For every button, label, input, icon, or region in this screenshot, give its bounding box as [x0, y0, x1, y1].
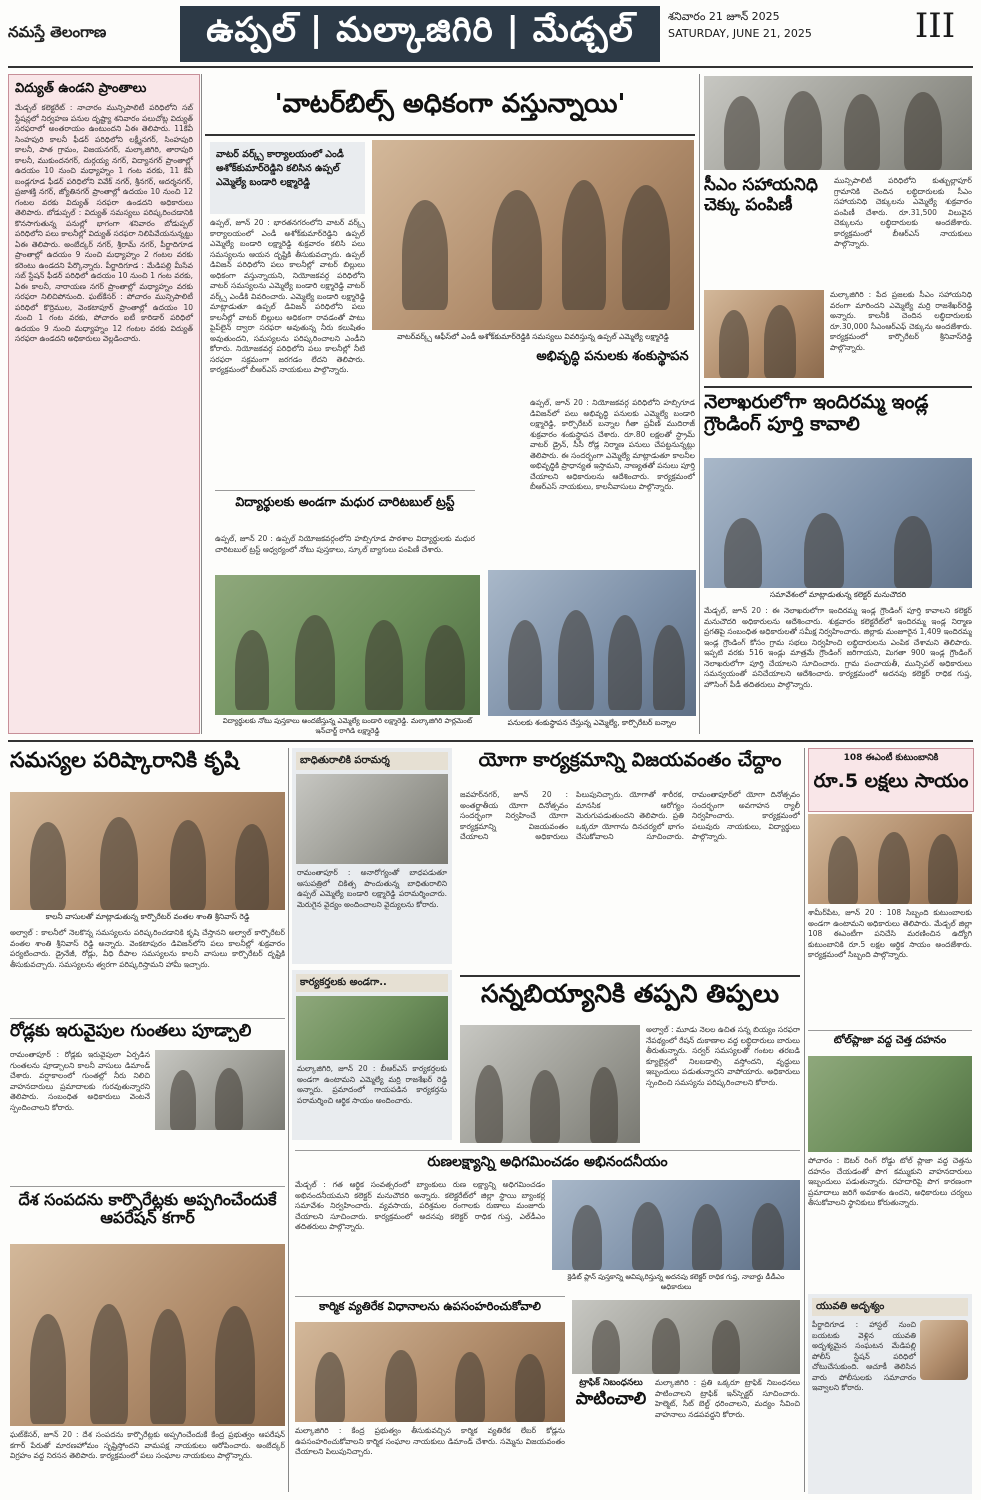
page-number: III	[914, 6, 956, 46]
traffic-body: మల్కాజిగిరి : ప్రతి ఒక్కరూ ట్రాఫిక్ నిబంధనలు పాటించాలని ట్రాఫిక్ ఇన్‌స్పెక్టర్ సూచించారు. హెల్మెట్, సీట్ బెల్ట్ ధరించాలని, మద్యం సేవించి వాహనాలు నడపవద్దని కోరారు.	[655, 1378, 800, 1419]
ugadi-headline: రుణలక్ష్యాన్ని అధిగమించడం అభినందనీయం	[295, 1150, 800, 1178]
toll-headline: టోల్‌ప్లాజా వద్ద చెత్త దహనం	[808, 1030, 972, 1056]
victims-box	[292, 748, 452, 964]
indiramma-body: మేడ్చల్, జూన్ 20 : ఈ నెలాఖరులోగా ఇందిరమ్మ ఇండ్ల గ్రౌండింగ్ పూర్తి కావాలని కలెక్టర్ మనుచౌదరి అధికారులను ఆదేశించారు. శుక్రవారం కలెక్టరేట్‌లో ఇందిరమ్మ ఇండ్ల నిర్మాణ ప్రగతిపై సంబంధిత అధికారులతో సమీక్ష నిర్వహించారు. జిల్లాకు మంజూరైన 1,409 ఇందిరమ్మ ఇండ్ల గ్రౌండింగ్ కోసం గ్రామ సభలు నిర్వహించి లబ్ధిదారులను ఎంపిక చేశామని తెలిపారు. ఇప్పటి వరకు 516 ఇండ్లు మాత్రమే గ్రౌండింగ్ జరిగాయని, మిగతా 900 ఇండ్ల గ్రౌండింగ్ నెలాఖరులోగా పూర్తి చేయాలని సూచించారు. గ్రామ పంచాయతీ, మున్సిపల్ అధికారులు సమన్వయంతో పనిచేయాలని ఆదేశించారు. కార్యక్రమంలో అదనపు కలెక్టర్ రాధిక గుప్త, హౌసింగ్ పీడీ తదితరులు పాల్గొన్నారు.	[704, 606, 972, 689]
cmrf-photo-1	[704, 76, 972, 170]
trust-photo	[215, 575, 480, 715]
fold-rule	[8, 740, 973, 742]
problems-headline: సమస్యల పరిష్కారానికి కృషి	[10, 748, 239, 772]
kagar-headline: దేశ సంపదను కార్పొరేట్లకు అప్పగించేందుకే ఆపరేషన్ కగార్	[10, 1186, 285, 1243]
water-body: ఉప్పల్, జూన్ 20 : భారతనగరంలోని వాటర్ వర్క్స్ కార్యాలయంలో ఎండీ అశోక్‌కుమార్‌రెడ్డిని ఉప్పల్ ఎమ్మెల్యే బండారి లక్ష్మారెడ్డి శుక్రవారం కలిసి పలు సమస్యలను ఆయన దృష్టికి తీసుకువచ్చారు. ఉప్పల్ డివిజన్ పరిధిలోని పలు కాలనీల్లో వాటర్ బిల్లులు అధికంగా వస్తున్నాయని, నియోజకవర్గ పరిధిలోని వాటర్ సమస్యలను ఎమ్మెల్యే బండారి లక్ష్మారెడ్డి వాటర్ వర్క్స్ ఎండీకి వివరించారు. ఎమ్మెల్యే బండారి లక్ష్మారెడ్డి మాట్లాడుతూ ఉప్పల్ డివిజన్ పరిధిలోని పలు కాలనీల్లో వాటర్ బిల్లులు అధికంగా రావడంతో పాటు పైప్‌లైన్ ద్వారా సరఫరా అవుతున్న నీరు కలుషితం అవుతుందని, సమస్యలను పరిష్కరించాలని ఎండీని కోరారు. నియోజకవర్గ పరిధిలోని పలు కాలనీల్లో నీటి సరఫరా సక్రమంగా జరగడం లేదని తెలిపారు. కార్యక్రమంలో బీఆర్‌ఎస్ నాయకులు పాల్గొన్నారు.	[210, 218, 365, 374]
cmrf-body-2: మల్కాజిగిరి : పేద ప్రజలకు సీఎం సహాయనిధి వరంగా మారిందని ఎమ్మెల్యే మర్రి రాజశేఖర్‌రెడ్డి అన్నారు. కాలనీకి చెందిన లబ్ధిదారులకు రూ.30,000 సీఎంఆర్‌ఎఫ్ చెక్కును అందజేశారు. కార్యక్రమంలో కార్పొరేటర్ శ్రీనివాస్‌రెడ్డి పాల్గొన్నారు.	[830, 290, 972, 352]
trust-body: ఉప్పల్, జూన్ 20 : ఉప్పల్ నియోజకవర్గంలోని హబ్సిగూడ పాఠశాల విద్యార్థులకు మధుర చారిటబుల్ ట్రస్ట్ ఆధ్వర్యంలో నోటు పుస్తకాలు, స్కూల్ బ్యాగులు పంపిణీ చేశారు.	[215, 534, 475, 554]
traffic-title	[572, 1378, 650, 1438]
problems-body: అల్వాల్ : కాలనీలో నెలకొన్న సమస్యలను పరిష్కరించడానికి కృషి చేస్తానని అల్వాల్ కార్పొరేటర్ వంతల శాంతి శ్రీనివాస్ రెడ్డి అన్నారు. వెంకటాపురం డివిజన్‌లోని పలు కాలనీల్లో శుక్రవారం పర్యటించారు. డ్రైనేజీ, రోడ్లు, వీధి దీపాల సమస్యలను కాలనీ వాసులు కార్పొరేటర్ దృష్టికి తీసుకువచ్చారు. సమస్యలను త్వరగా పరిష్కరిస్తామని హామీ ఇచ్చారు.	[10, 928, 285, 969]
water-subhead: వాటర్ వర్క్స్ కార్యాలయంలో ఎండీ అశోక్‌కుమార్‌రెడ్డిని కలిసిన ఉప్పల్ ఎమ్మెల్యే బండారి లక్ష్మారెడ్డి	[210, 142, 365, 214]
water-photo	[372, 140, 694, 330]
trust-photo-caption: విద్యార్థులకు నోటు పుస్తకాలు అందజేస్తున్న ఎమ్మెల్యే బండారి లక్ష్మారెడ్డి. మల్కాజిగిరి పార్లమెంట్ ఇన్‌చార్జ్ రాగిడి లక్ష్మారెడ్డి	[222, 717, 473, 735]
missing-box	[808, 1294, 972, 1494]
column-divider	[699, 74, 700, 734]
problems-photo	[10, 792, 285, 910]
foundation-photo	[488, 570, 696, 716]
yoga-headline: యోగా కార్యక్రమాన్ని విజయవంతం చేద్దాం	[478, 749, 782, 771]
traffic-photo	[572, 1300, 800, 1374]
workers-photo	[296, 996, 448, 1060]
workers-body: మల్కాజిగిరి, జూన్ 20 : బీఆర్‌ఎస్ కార్యకర్తలకు అండగా ఉంటామని ఎమ్మెల్యే మర్రి రాజశేఖర్ రెడ్డి అన్నారు. ప్రమాదంలో గాయపడిన కార్యకర్తను పరామర్శించి ఆర్థిక సాయం అందించారు.	[297, 1064, 447, 1105]
labour-headline: కార్మిక వ్యతిరేక విధానాలను ఉపసంహరించుకోవాలి	[295, 1296, 565, 1322]
potholes-headline: రోడ్లకు ఇరువైపుల గుంతలు పూడ్చాలి	[10, 1018, 285, 1052]
family-title-box	[808, 748, 974, 812]
potholes-photo	[155, 1050, 285, 1130]
labour-photo	[295, 1322, 565, 1422]
rice-headline: సన్నబియ్యానికి తప్పని తిప్పలు	[460, 975, 800, 1024]
water-headline: 'వాటర్‌బిల్స్ అధికంగా వస్తున్నాయి'	[205, 76, 695, 136]
power-outage-body: మేడ్చల్ కలెక్టరేట్ : నాచారం మున్సిపాలిటీ పరిధిలోని సబ్ స్టేషన్లలో నిర్వహణ పనుల దృష్ట్యా శనివారం పలుచోట్ల విద్యుత్ సరఫరాలో అంతరాయం ఉంటుందని ఏఈ తెలిపారు. 11కేవీ సింహపురి కాలనీ ఫీడర్ పరిధిలోని లక్ష్మీనగర్, సింహపురి కాలనీ, పాత గ్రామం, విజయనగర్, మల్కాజిగిరి, తారాపురి కాలనీ, ముకుందనగర్, దుర్గయ్య నగర్, విద్యానగర్ ప్రాంతాల్లో ఉదయం 10 నుంచి మధ్యాహ్నం 1 గంట వరకు, 11 కేవీ బండ్లగూడ ఫీడర్ పరిధిలోని వివేక్ నగర్, శ్రీనగర్, ఆదర్శనగర్, ప్రజాశక్తి నగర్, జ్యోతినగర్ ప్రాంతాల్లో ఉదయం 10 నుంచి 12 గంటల వరకు విద్యుత్ సరఫరా ఉండదని అధికారులు తెలిపారు. బోడుప్పల్ : విద్యుత్ సమస్యలు పరిష్కరించడానికి కొనసాగుతున్న పనుల్లో భాగంగా శనివారం బోడుప్పల్ పరిధిలోని పలు కాలనీల్లో విద్యుత్ సరఫరా నిలిపివేయనున్నట్టు ఏఈ తెలిపారు. అంబేద్కర్ నగర్, శ్రీరామ్ నగర్, పీర్జాదిగూడ ప్రాంతాల్లో ఉదయం 9 నుంచి మధ్యాహ్నం 2 గంటల వరకు కరెంటు ఉండదని పేర్కొన్నారు. పీర్జాదిగూడ : మేడిపల్లి మీసేవ సబ్ స్టేషన్ ఫీడర్ పరిధిలో ఉదయం 10 నుంచి 1 గంట వరకు, ఏఈ కాలనీ, నారాయణ నగర్ ప్రాంతాల్లో మధ్యాహ్నం వరకు సరఫరా నిలిచిపోనుంది. ఘట్‌కేసర్ : పోచారం మున్సిపాలిటీ పరిధిలో కొర్రెముల, వెంకటాపూర్ ప్రాంతాల్లో ఉదయం 10 నుంచి 1 గంట వరకు, పోచారం ఐటీ కారిడార్ పరిధిలో ఉదయం 9 నుంచి మధ్యాహ్నం 12 గంటల వరకు విద్యుత్ సరఫరా ఉండదని అధికారులు వెల్లడించారు.	[15, 103, 193, 343]
missing-photo	[920, 1320, 968, 1380]
foundation-photo-caption: పనులకు శంకుస్థాపన చేస్తున్న ఎమ్మెల్యే, కార్పొరేటర్ బన్నాల	[507, 718, 677, 727]
labour-body: మల్కాజిగిరి : కేంద్ర ప్రభుత్వం తీసుకువచ్చిన కార్మిక వ్యతిరేక లేబర్ కోడ్లను ఉపసంహరించుకోవాలని కార్మిక సంఘాల నాయకులు డిమాండ్ చేశారు. సమ్మెను విజయవంతం చేయాలని పిలుపునిచ్చారు.	[295, 1426, 565, 1456]
family-headline: రూ.5 లక్షలు సాయం	[813, 770, 969, 792]
column-divider	[201, 74, 202, 734]
water-photo-caption: వాటర్‌వర్క్స్ ఆఫీస్‌లో ఎండీ అశోక్‌కుమార్‌రెడ్డికి సమస్యలు వివరిస్తున్న ఉప్పల్ ఎమ్మెల్యే లక్ష్మారెడ్డి	[397, 332, 669, 341]
indiramma-headline: నెలాఖరులోగా ఇందిరమ్మ ఇండ్ల గ్రౌండింగ్ పూర్తి కావాలి	[704, 386, 972, 456]
family-photo	[808, 814, 972, 904]
column-divider	[804, 748, 805, 1492]
family-kicker: 108 ఈఎంటీ కుటుంబానికి	[843, 753, 939, 763]
yoga-body: జవహర్‌నగర్, జూన్ 20 : అంతర్జాతీయ యోగా దినోత్సవం సందర్భంగా నిర్వహించే యోగా కార్యక్రమాన్ని విజయవంతం చేయాలని అధికారులు పిలుపునిచ్చారు. యోగాతో శారీరక, మానసిక ఆరోగ్యం మెరుగుపడుతుందని తెలిపారు. ప్రతి ఒక్కరూ యోగాను దినచర్యలో భాగం చేసుకోవాలని సూచించారు. రామంతాపూర్‌లో యోగా దినోత్సవం సందర్భంగా అవగాహన ర్యాలీ నిర్వహించారు. కార్యక్రమంలో పలువురు నాయకులు, విద్యార్థులు పాల్గొన్నారు.	[460, 790, 800, 841]
ugadi-body: మేడ్చల్ : గత ఆర్థిక సంవత్సరంలో బ్యాంకులు రుణ లక్ష్యాన్ని అధిగమించడం అభినందనీయమని కలెక్టర్ మనుచౌదరి అన్నారు. కలెక్టరేట్‌లో జిల్లా స్థాయి బ్యాంకర్ల సమావేశం నిర్వహించారు. వ్యవసాయ, పరిశ్రమల రంగాలకు రుణాలు మంజూరు చేయాలని సూచించారు. కార్యక్రమంలో అదనపు కలెక్టర్ రాధిక గుప్త, ఎల్‌డీఎం తదితరులు పాల్గొన్నారు.	[295, 1180, 545, 1231]
victims-headline: బాధితురాలికి పరామర్శ	[296, 752, 448, 770]
indiramma-photo-caption: సమావేశంలో మాట్లాడుతున్న కలెక్టర్ మనుచౌదరి	[769, 590, 907, 599]
problems-photo-caption: కాలనీ వాసులతో మాట్లాడుతున్న కార్పొరేటర్ వంతల శాంతి శ్రీనివాస్ రెడ్డి	[45, 912, 250, 921]
rice-body: అల్వాల్ : మూడు నెలల ఉచిత సన్న బియ్యం సరఫరా నేపథ్యంలో రేషన్ దుకాణాల వద్ద లబ్ధిదారులు బారులు తీరుతున్నారు. సర్వర్ సమస్యలతో గంటల తరబడి క్యూలైన్లలో నిలబడాల్సి వస్తోందని, వృద్ధులు ఇబ్బందులు పడుతున్నారని వాపోయారు. అధికారులు స్పందించి సమస్యను పరిష్కరించాలని కోరారు.	[646, 1025, 800, 1087]
cmrf-body: మున్సిపాలిటీ పరిధిలోని కుత్బుల్లాపూర్ గ్రామానికి చెందిన లబ్ధిదారులకు సీఎం సహాయనిధి చెక్కులను ఎమ్మెల్యే శుక్రవారం పంపిణీ చేశారు. రూ.31,500 విలువైన చెక్కులను లబ్ధిదారులకు అందజేశారు. కార్యక్రమంలో బీఆర్‌ఎస్ నాయకులు పాల్గొన్నారు.	[834, 176, 972, 248]
missing-body: పీర్జాదిగూడ : హాస్టల్ నుంచి బయటకు వెళ్లిన యువతి అదృశ్యమైన సంఘటన మేడిపల్లి పోలీస్ స్టేషన్ పరిధిలో చోటుచేసుకుంది. ఆచూకీ తెలిసిన వారు పోలీసులకు సమాచారం ఇవ్వాలని కోరారు.	[812, 1320, 916, 1392]
cmrf-photo-2	[704, 290, 824, 378]
power-outage-title: విద్యుత్ ఉండని ప్రాంతాలు	[15, 81, 147, 96]
column-divider	[288, 748, 289, 1492]
missing-headline: యువతి అదృశ్యం	[812, 1298, 968, 1316]
kagar-photo	[10, 1244, 285, 1426]
workers-headline: కార్యకర్తలకు అండగా..	[296, 974, 448, 992]
potholes-body: రామంతాపూర్ : రోడ్లకు ఇరువైపులా ఏర్పడిన గుంతలను పూడ్చాలని కాలనీ వాసులు డిమాండ్ చేశారు. వర్షాకాలంలో గుంతల్లో నీరు నిలిచి వాహనదారులు ప్రమాదాలకు గురవుతున్నారని తెలిపారు. సంబంధిత అధికారులు వెంటనే స్పందించాలని కోరారు.	[10, 1050, 150, 1112]
rice-photo	[460, 1025, 640, 1143]
victims-photo	[296, 774, 448, 864]
issue-date	[668, 8, 888, 58]
trust-headline: విద్యార్థులకు అండగా మధుర చారిటబుల్ ట్రస్ట్	[215, 490, 475, 535]
date-telugu: శనివారం 21 జూన్ 2025	[668, 10, 780, 23]
toll-body: పోచారం : ఔటర్ రింగ్ రోడ్డు టోల్ ప్లాజా వద్ద చెత్తను దహనం చేయడంతో పొగ కమ్ముకుని వాహనదారులు ఇబ్బందులు పడుతున్నారు. రహదారిపై పొగ కారణంగా ప్రమాదాలు జరిగే అవకాశం ఉందని, అధికారులు చర్యలు తీసుకోవాలని స్థానికులు కోరుతున్నారు.	[808, 1156, 972, 1207]
victims-body: రామంతాపూర్ : అనారోగ్యంతో బాధపడుతూ ఆసుపత్రిలో చికిత్స పొందుతున్న బాధితురాలిని ఉప్పల్ ఎమ్మెల్యే బండారి లక్ష్మారెడ్డి పరామర్శించారు. మెరుగైన వైద్యం అందించాలని వైద్యులను కోరారు.	[297, 868, 447, 909]
traffic-kicker: ట్రాఫిక్ నిబంధనలు	[579, 1378, 643, 1388]
cmrf-headline: సీఎం సహాయనిధి చెక్కు పంపిణీ	[704, 175, 818, 215]
foundation-headline: అభివృద్ధి పనులకు శంకుస్థాపన	[536, 349, 689, 364]
traffic-headline: పాటించాలి	[575, 1389, 647, 1409]
kagar-body: ఘట్‌కేసర్, జూన్ 20 : దేశ సంపదను కార్పొరేట్లకు అప్పగించేందుకే కేంద్ర ప్రభుత్వం ఆపరేషన్ కగార్ పేరుతో మారణహోమం సృష్టిస్తోందని వామపక్ష నాయకులు ఆరోపించారు. అంబేద్కర్ విగ్రహం వద్ద నిరసన తెలిపారు. కార్యక్రమంలో పలు సంఘాల నాయకులు పాల్గొన్నారు.	[10, 1430, 285, 1460]
water-body-cont	[372, 350, 527, 460]
family-body: శామీర్‌పేట, జూన్ 20 : 108 సిబ్బంది కుటుంబాలకు అండగా ఉంటామని అధికారులు తెలిపారు. మేడ్చల్ జిల్లా 108 ఈఎంటీగా పనిచేసి మరణించిన ఉద్యోగి కుటుంబానికి రూ.5 లక్షల ఆర్థిక సాయం అందజేశారు. కార్యక్రమంలో సిబ్బంది పాల్గొన్నారు.	[808, 908, 972, 959]
power-outage-box	[8, 74, 200, 734]
ugadi-photo	[552, 1180, 800, 1270]
foundation-body: ఉప్పల్, జూన్ 20 : నియోజకవర్గ పరిధిలోని హబ్సిగూడ డివిజన్‌లో పలు అభివృద్ధి పనులకు ఎమ్మెల్యే బండారి లక్ష్మారెడ్డి, కార్పొరేటర్ బన్నాల గీతా ప్రవీణ్ ముదిరాజ్ శుక్రవారం శంకుస్థాపన చేశారు. రూ.80 లక్షలతో స్ట్రామ్ వాటర్ డ్రైన్, సీసీ రోడ్ల నిర్మాణ పనులు చేపట్టనున్నట్లు తెలిపారు. ఈ సందర్భంగా ఎమ్మెల్యే మాట్లాడుతూ కాలనీల అభివృద్ధికి ప్రాధాన్యత ఇస్తామని, నాణ్యతతో పనులు పూర్తి చేయాలని అధికారులను ఆదేశించారు. కార్యక్రమంలో బీఆర్‌ఎస్ నాయకులు, కాలనీవాసులు పాల్గొన్నారు.	[530, 398, 695, 491]
ugadi-photo-caption: క్రెడిట్ ప్లాన్ పుస్తకాన్ని ఆవిష్కరిస్తున్న అదనపు కలెక్టర్ రాధిక గుప్త, నాబార్డు డీడీఎం అధికారులు	[567, 1273, 785, 1291]
indiramma-photo	[704, 458, 972, 588]
brand-logo: నమస్తే తెలంగాణ	[8, 23, 107, 41]
date-english: SATURDAY, JUNE 21, 2025	[668, 27, 812, 40]
masthead-rule	[8, 66, 973, 68]
workers-box	[292, 970, 452, 1140]
section-title: ఉప్పల్ | మల్కాజిగిరి | మేడ్చల్	[180, 6, 660, 62]
toll-photo	[808, 1056, 972, 1152]
